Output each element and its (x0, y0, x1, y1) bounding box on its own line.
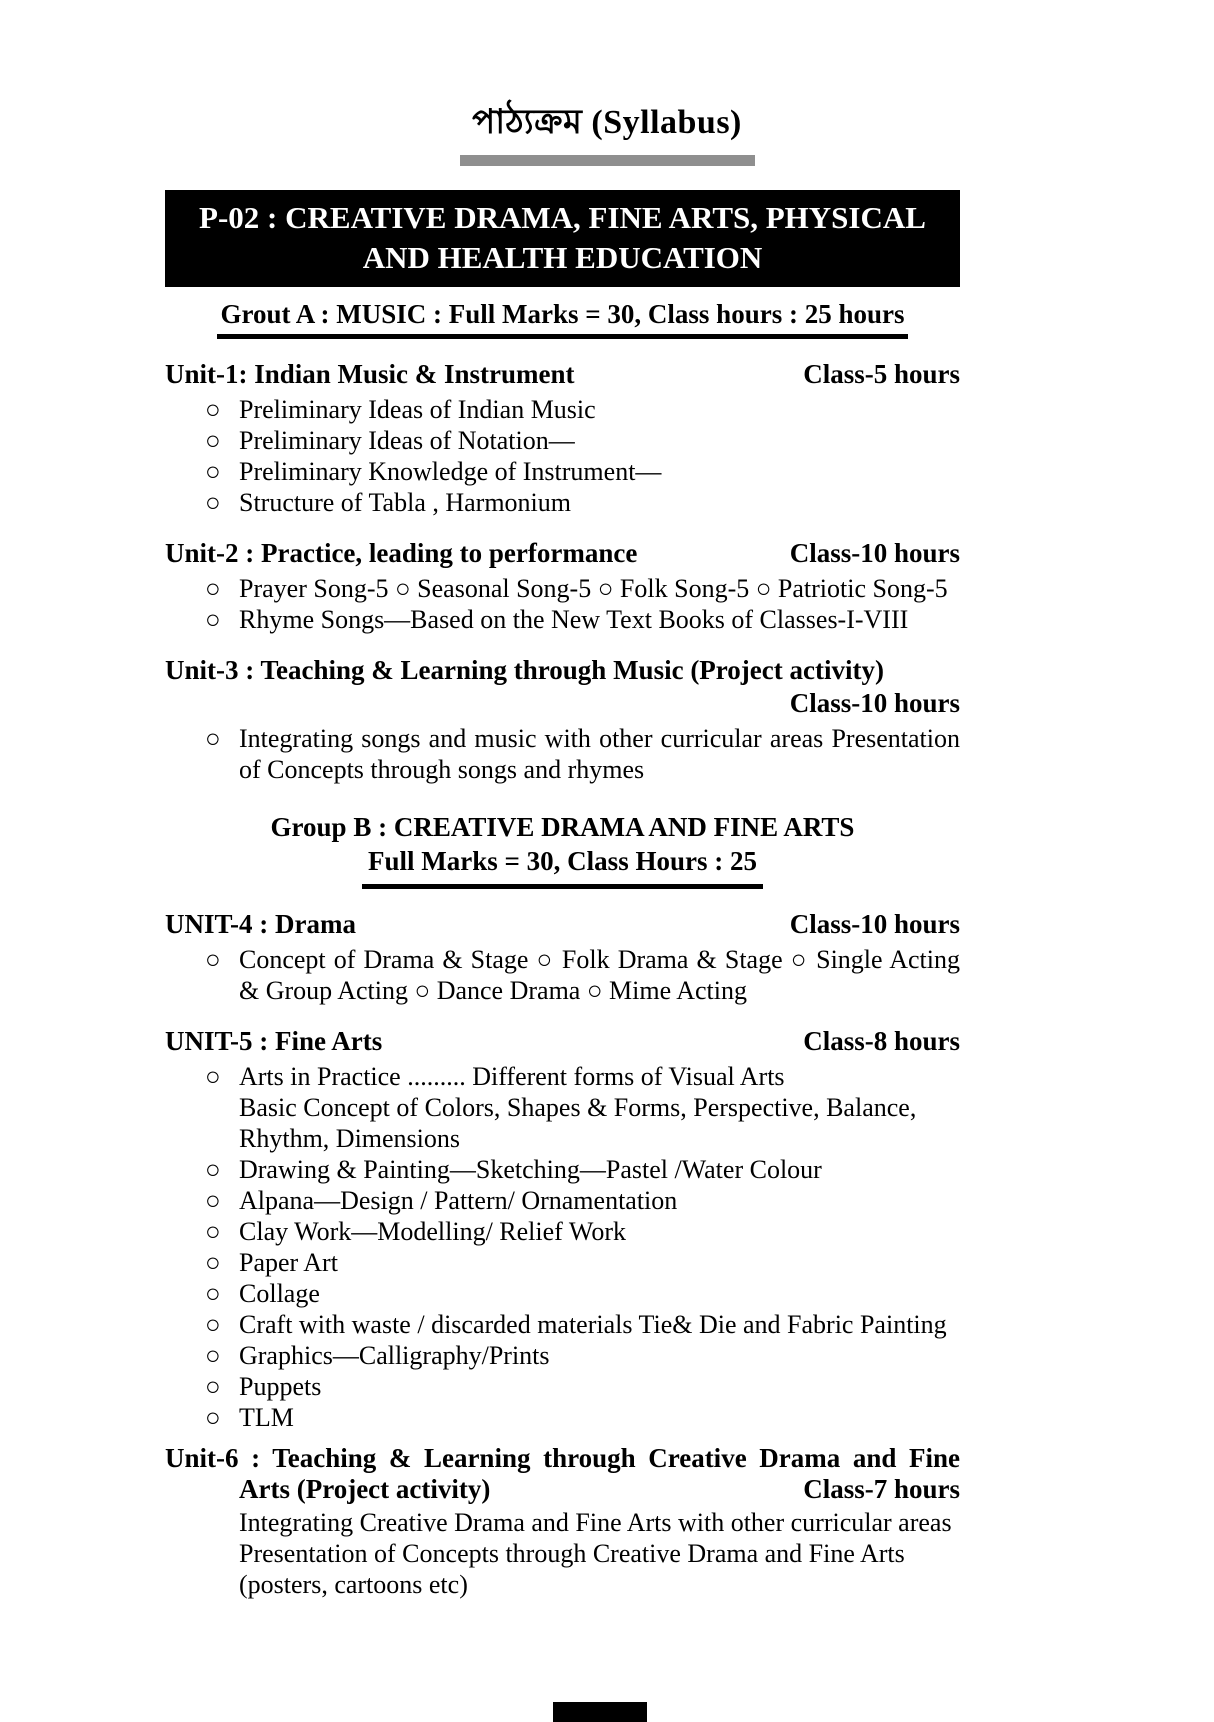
list-item (165, 1216, 960, 1247)
list-item-text: Collage (239, 1278, 320, 1308)
list-item-text: Integrating songs and music with other curricular areas Presentation of Concepts through songs and rhymes (239, 724, 960, 785)
banner-line-1: P-02 : CREATIVE DRAMA, FINE ARTS, PHYSICAL (199, 200, 926, 235)
list-item-text: Alpana—Design / Pattern/ Ornamentation (239, 1185, 678, 1215)
unit-1-hours: Class-5 hours (803, 359, 960, 390)
unit-6-hours: Class-7 hours (803, 1473, 960, 1504)
document-content (165, 190, 960, 1600)
list-item-text: Puppets (239, 1371, 322, 1401)
bullet-icon: ○ (205, 1216, 221, 1246)
unit-4-hours: Class-10 hours (789, 908, 960, 939)
page-title: পাঠ্যক্রম (Syllabus) (472, 104, 742, 141)
list-item (165, 1154, 960, 1185)
unit-1-heading (165, 359, 960, 390)
unit-2-heading (165, 538, 960, 569)
bullet-icon: ○ (205, 1371, 221, 1401)
bullet-icon: ○ (205, 1061, 221, 1091)
unit-3-bullet-list (165, 723, 960, 785)
unit-3-heading (165, 655, 960, 686)
unit-6-title-line-1: Unit-6 : Teaching & Learning through Creative Drama and Fine (165, 1442, 960, 1473)
list-item-text: Preliminary Ideas of Indian Music (239, 395, 596, 425)
list-item (165, 1309, 960, 1340)
list-item-text: TLM (239, 1402, 294, 1432)
bullet-icon: ○ (205, 724, 221, 754)
unit-5-bullet-list (165, 1061, 960, 1433)
group-b-heading-line-2: Full Marks = 30, Class Hours : 25 (362, 845, 763, 889)
list-item (165, 425, 960, 456)
unit-1-title: Unit-1: Indian Music & Instrument (165, 359, 575, 390)
list-item-line: Arts in Practice ......... Different forms of Visual Arts (239, 1061, 785, 1091)
unit-6-body-line: Integrating Creative Drama and Fine Arts with other curricular areas (239, 1507, 952, 1537)
list-item-text: Prayer Song-5 ○ Seasonal Song-5 ○ Folk Song-5 ○ Patriotic Song-5 (239, 574, 948, 604)
list-item-text: Clay Work—Modelling/ Relief Work (239, 1216, 626, 1246)
bullet-icon: ○ (205, 488, 221, 518)
list-item-line: Basic Concept of Colors, Shapes & Forms, Perspective, Balance, (239, 1092, 917, 1122)
unit-2-hours: Class-10 hours (789, 538, 960, 569)
list-item (165, 723, 960, 785)
group-b-heading-line-1: Group B : CREATIVE DRAMA AND FINE ARTS (270, 812, 855, 843)
group-a-heading (165, 299, 960, 339)
bullet-icon: ○ (205, 395, 221, 425)
unit-3-hours: Class-10 hours (789, 688, 960, 719)
group-a-heading-text: Grout A : MUSIC : Full Marks = 30, Class hours : 25 hours (217, 299, 909, 339)
unit-4-title: UNIT-4 : Drama (165, 908, 356, 939)
unit-4-heading (165, 909, 960, 940)
list-item (165, 1278, 960, 1309)
page-footer-mark (553, 1702, 647, 1722)
list-item (165, 1340, 960, 1371)
bullet-icon: ○ (205, 1402, 221, 1432)
group-b-heading (165, 811, 960, 889)
list-item-text: Drawing & Painting—Sketching—Pastel /Water Colour (239, 1154, 822, 1184)
list-item-text: Paper Art (239, 1247, 338, 1277)
list-item (165, 1185, 960, 1216)
list-item-text: Preliminary Knowledge of Instrument— (239, 457, 662, 487)
bullet-icon: ○ (205, 426, 221, 456)
bullet-icon: ○ (205, 1154, 221, 1184)
list-item-text: Preliminary Ideas of Notation— (239, 426, 575, 456)
bullet-icon: ○ (205, 1247, 221, 1277)
unit-1-bullet-list (165, 394, 960, 518)
bullet-icon: ○ (205, 457, 221, 487)
bullet-icon: ○ (205, 1278, 221, 1308)
banner-line-2: AND HEALTH EDUCATION (362, 239, 763, 275)
unit-6-body-line: Presentation of Concepts through Creative Drama and Fine Arts (239, 1538, 905, 1568)
unit-2-bullet-list (165, 573, 960, 635)
list-item (165, 944, 960, 1006)
list-item (165, 394, 960, 425)
unit-5-heading (165, 1026, 960, 1057)
list-item (165, 456, 960, 487)
unit-6-heading-line-2 (165, 1474, 960, 1505)
list-item (165, 1371, 960, 1402)
title-underline-bar (460, 155, 755, 166)
list-item-text: Concept of Drama & Stage ○ Folk Drama & Stage ○ Single Acting & Group Acting ○ Dance Drama ○ Mime Acting (239, 944, 960, 1005)
list-item (165, 1247, 960, 1278)
unit-6-body (239, 1507, 960, 1600)
unit-5-title: UNIT-5 : Fine Arts (165, 1025, 383, 1056)
bullet-icon: ○ (205, 605, 221, 635)
unit-2-title: Unit-2 : Practice, leading to performance (165, 538, 638, 569)
unit-5-hours: Class-8 hours (803, 1025, 960, 1056)
list-item-text: Craft with waste / discarded materials Tie& Die and Fabric Painting (239, 1309, 947, 1339)
unit-6-body-line: (posters, cartoons etc) (239, 1569, 468, 1599)
list-item-line: Rhythm, Dimensions (239, 1123, 461, 1153)
bullet-icon: ○ (205, 1185, 221, 1215)
bullet-icon: ○ (205, 574, 221, 604)
list-item (165, 487, 960, 518)
unit-4-bullet-list (165, 944, 960, 1006)
list-item (165, 1061, 960, 1154)
bullet-icon: ○ (205, 944, 221, 974)
bullet-icon: ○ (205, 1340, 221, 1370)
list-item-text (239, 1061, 960, 1154)
list-item (165, 573, 960, 604)
paper-title-banner (165, 190, 960, 287)
list-item-text: Graphics—Calligraphy/Prints (239, 1340, 550, 1370)
unit-3-title: Unit-3 : Teaching & Learning through Music (Project activity) (165, 655, 884, 686)
list-item-text: Structure of Tabla , Harmonium (239, 488, 572, 518)
list-item-text: Rhyme Songs—Based on the New Text Books of Classes-I-VIII (239, 605, 909, 635)
list-item (165, 1402, 960, 1433)
list-item (165, 604, 960, 635)
bullet-icon: ○ (205, 1309, 221, 1339)
unit-6-title-line-2: Arts (Project activity) (239, 1473, 491, 1504)
